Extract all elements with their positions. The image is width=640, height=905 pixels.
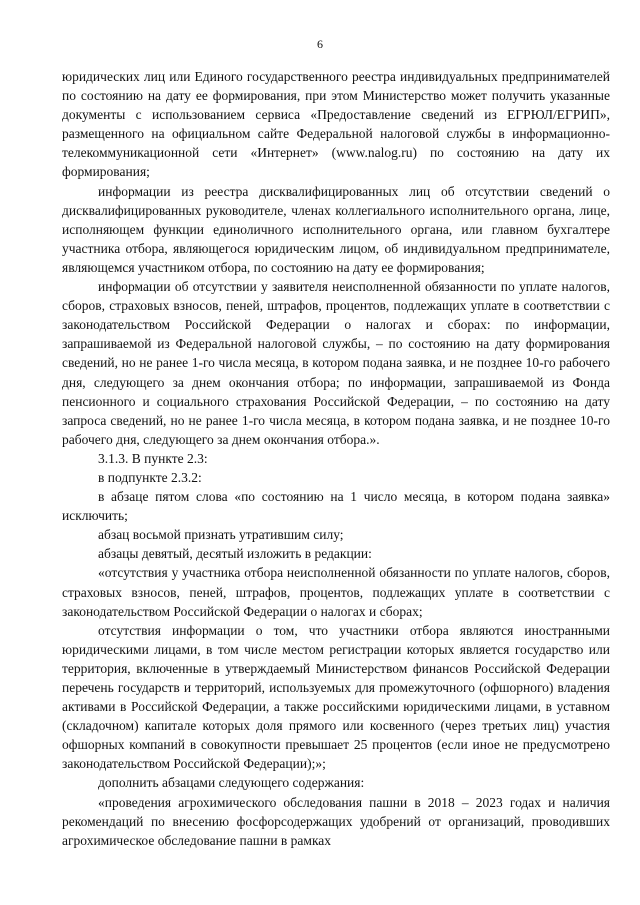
paragraph: юридических лиц или Единого государственного реестра индивидуальных предпринимателей по состоянию на дату ее формирования, при этом Министерство может получить указанные документы с использованием сервиса «Предоставление сведений из ЕГРЮЛ/ЕГРИП», размещенного на официальном сайте Федеральной налоговой службы в информационно-телекоммуникационной сети «Интернет» (www.nalog.ru) по состоянию на дату их формирования; bbox=[62, 69, 610, 180]
paragraph: «отсутствия у участника отбора неисполненной обязанности по уплате налогов, сборов, страховых взносов, пеней, штрафов, процентов, подлежащих уплате в соответствии с законодательством Российской Федерации о налогах и сборах; bbox=[62, 565, 610, 619]
paragraph: информации об отсутствии у заявителя неисполненной обязанности по уплате налогов, сборов, страховых взносов, пеней, штрафов, процентов, подлежащих уплате в соответствии с законодательством Российской Федерации о налогах и сборах: по информации, запрашиваемой из Федеральной налоговой службы, – по состоянию на дату формирования сведений, но не ранее 1-го числа месяца, в котором подана заявка, и не позднее 10-го рабочего дня, следующего за днем окончания отбора; по информации, запрашиваемой из Фонда пенсионного и социального страхования Российской Федерации, – по состоянию на дату запроса сведений, но не ранее 1-го числа месяца, в котором подана заявка, и не позднее 10-го рабочего дня, следующего за днем окончания отбора.». bbox=[62, 279, 610, 447]
document-body bbox=[62, 67, 610, 850]
paragraph: абзац восьмой признать утратившим силу; bbox=[98, 527, 344, 543]
paragraph: «проведения агрохимического обследования пашни в 2018 – 2023 годах и наличия рекомендаций по внесению фосфорсодержащих удобрений от организаций, проводивших агрохимическое обследование пашни в рамках bbox=[62, 794, 610, 848]
paragraph: информации из реестра дисквалифицированных лиц об отсутствии сведений о дисквалифицированных руководителе, членах коллегиального исполнительного органа, лице, исполняющем функции единоличного исполнительного органа, или главном бухгалтере участника отбора, являющегося юридическим лицом, об индивидуальном предпринимателе, являющемся участником отбора, по состоянию на дату ее формирования; bbox=[62, 183, 610, 275]
paragraph: отсутствия информации о том, что участники отбора являются иностранными юридическими лицами, в том числе местом регистрации которых является государство или территория, включенные в утверждаемый Министерством финансов Российской Федерации перечень государств и территорий, используемых для промежуточного (офшорного) владения активами в Российской Федерации, а также российскими юридическими лицами, в уставном (складочном) капитале которых доля прямого или косвенного (через третьих лиц) участия офшорных компаний в совокупности превышает 25 процентов (если иное не предусмотрено законодательством Российской Федерации);»; bbox=[62, 622, 610, 772]
page-number: 6 bbox=[317, 37, 323, 51]
paragraph: абзацы девятый, десятый изложить в редакции: bbox=[98, 546, 372, 562]
paragraph: дополнить абзацами следующего содержания: bbox=[98, 775, 365, 791]
paragraph: 3.1.3. В пункте 2.3: bbox=[98, 450, 208, 466]
paragraph: в абзаце пятом слова «по состоянию на 1 число месяца, в котором подана заявка» исключить; bbox=[62, 489, 610, 524]
paragraph: в подпункте 2.3.2: bbox=[98, 469, 202, 485]
